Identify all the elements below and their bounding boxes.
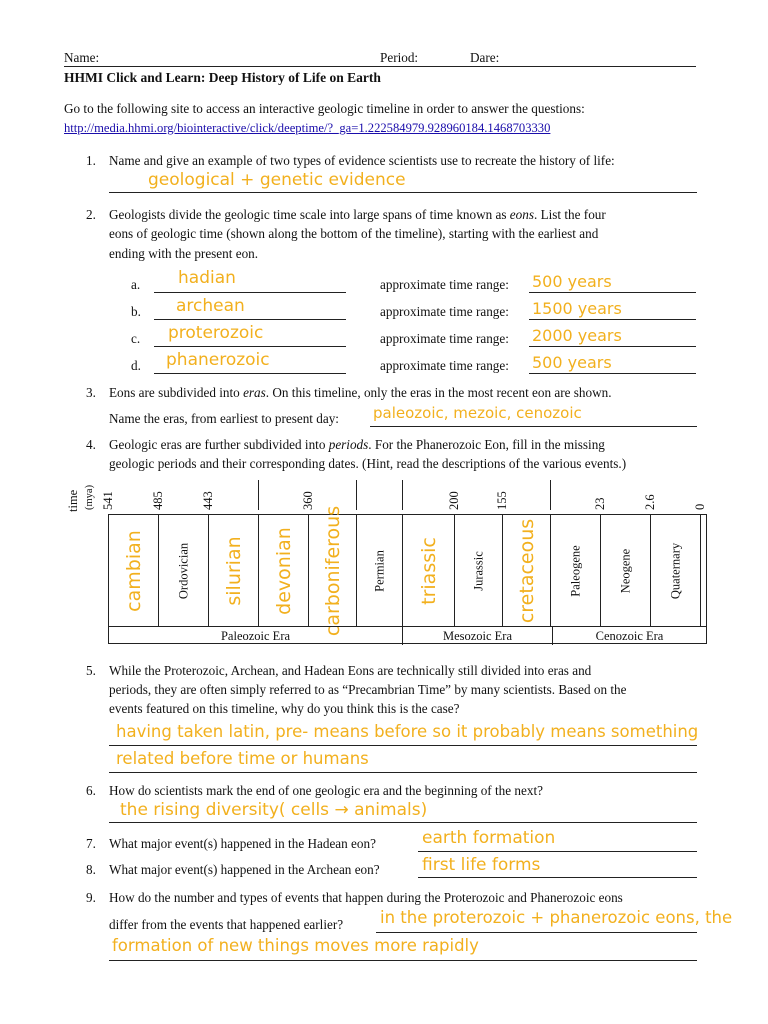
- range-label: approximate time range:: [380, 358, 509, 373]
- q3-answer: paleozoic, mezoic, cenozoic: [373, 404, 582, 422]
- q7-text: What major event(s) happened in the Hadean eon?: [109, 836, 376, 851]
- range-answer: 500 years: [532, 353, 612, 372]
- time-tick-label: 200: [447, 491, 461, 510]
- eon-answer-line: [154, 319, 346, 320]
- q1-answer-line: [109, 192, 697, 193]
- range-answer: 2000 years: [532, 326, 622, 345]
- range-answer-line: [529, 292, 696, 293]
- era-paleozoic: Paleozoic Era: [109, 627, 403, 645]
- time-unit-label: (mya): [84, 484, 95, 510]
- q8-answer-line: [418, 877, 697, 878]
- period-label: silurian: [222, 535, 245, 606]
- q7-number: 7.: [86, 836, 96, 851]
- q2-row-letter: c.: [131, 331, 141, 346]
- period-cell: [455, 515, 503, 626]
- q6-text: How do scientists mark the end of one geologic era and the beginning of the next?: [109, 783, 543, 798]
- q3-line1-start: Eons are subdivided into: [109, 385, 244, 400]
- q4-line1-start: Geologic eras are further subdivided into: [109, 437, 329, 452]
- q2-line1-emphasis: eons: [509, 207, 534, 222]
- q5-answer-2: related before time or humans: [116, 749, 369, 768]
- timeline-link[interactable]: http://media.hhmi.org/biointeractive/click/deeptime/?_ga=1.222584979.928960184.1468703330: [64, 121, 551, 135]
- period-label: Period:: [380, 50, 419, 65]
- eon-answer: hadian: [178, 268, 236, 288]
- period-label: Paleogene: [568, 544, 582, 597]
- period-cell: [403, 515, 455, 626]
- q2-line3: ending with the present eon.: [109, 246, 259, 261]
- eon-answer-line: [154, 346, 346, 347]
- q2-line2: eons of geologic time (shown along the bottom of the timeline), starting with the earliest and: [109, 226, 599, 241]
- q6-answer-line: [109, 822, 697, 823]
- period-label: Neogene: [618, 548, 632, 593]
- date-label: Dare:: [470, 50, 500, 65]
- eon-answer: phanerozoic: [166, 350, 270, 370]
- q3-line1-end: . On this timeline, only the eras in the most recent eon are shown.: [265, 385, 612, 400]
- period-cell: [357, 515, 403, 626]
- range-answer-line: [529, 346, 696, 347]
- q2-line1-end: . List the four: [533, 207, 606, 222]
- era-cenozoic: Cenozoic Era: [595, 629, 664, 643]
- period-label: carboniferous: [321, 505, 344, 636]
- q5-line3: events featured on this timeline, why do you think this is the case?: [109, 701, 460, 716]
- q7-answer-line: [418, 851, 697, 852]
- period-label: cambian: [122, 529, 145, 612]
- time-tick-label: 0: [693, 503, 707, 510]
- header-underline: [64, 66, 696, 67]
- period-cell: [209, 515, 259, 626]
- time-tick-line: [258, 480, 259, 510]
- time-tick-line: [356, 480, 357, 510]
- q4-line1-end: . For the Phanerozoic Eon, fill in the missing: [368, 437, 605, 452]
- q9-number: 9.: [86, 890, 96, 905]
- time-tick-label: 443: [201, 491, 215, 510]
- q5-number: 5.: [86, 663, 96, 678]
- q6-answer: the rising diversity( cells → animals): [120, 800, 428, 820]
- q1-number: 1.: [86, 153, 96, 168]
- q5-answer-line: [109, 772, 697, 773]
- name-label: Name:: [64, 50, 100, 65]
- q2-line1-start: Geologists divide the geologic time scale into large spans of time known as: [109, 207, 510, 222]
- range-answer-line: [529, 319, 696, 320]
- intro-text: Go to the following site to access an interactive geologic timeline in order to answer the questions:: [64, 101, 585, 116]
- period-label: Jurassic: [471, 550, 485, 591]
- q8-number: 8.: [86, 862, 96, 877]
- q3-line1: [109, 385, 612, 401]
- q2-line1: [109, 207, 606, 223]
- period-cell: [601, 515, 651, 626]
- period-label: devonian: [272, 526, 295, 615]
- range-label: approximate time range:: [380, 331, 509, 346]
- time-tick-line: [550, 480, 551, 510]
- q5-answer-line: [109, 745, 697, 746]
- period-cell: [651, 515, 701, 626]
- range-label: approximate time range:: [380, 304, 509, 319]
- time-tick-label: 541: [101, 491, 115, 510]
- period-label: triassic: [417, 536, 440, 605]
- range-answer: 1500 years: [532, 299, 622, 318]
- time-tick-label: 2.6: [643, 494, 657, 510]
- q8-answer: first life forms: [422, 855, 541, 875]
- time-tick-label: 485: [151, 491, 165, 510]
- q3-answer-line: [370, 426, 697, 427]
- period-cell: [503, 515, 551, 626]
- q2-row-letter: a.: [131, 277, 141, 292]
- era-mesozoic: Mesozoic Era: [403, 627, 553, 645]
- q4-line2: geologic periods and their corresponding dates. (Hint, read the descriptions of the various events.): [109, 456, 627, 471]
- period-label: Ordovician: [176, 542, 190, 599]
- q4-line1: [109, 437, 605, 453]
- range-answer-line: [529, 373, 696, 374]
- q9-answer-1: in the proterozoic + phanerozoic eons, the: [380, 908, 733, 927]
- period-cell: [109, 515, 159, 626]
- q6-number: 6.: [86, 783, 96, 798]
- eon-answer-line: [154, 292, 346, 293]
- q5-line1: While the Proterozoic, Archean, and Hadean Eons are technically still divided into eras and: [109, 663, 592, 678]
- q9-line2: differ from the events that happened earlier?: [109, 917, 344, 932]
- period-label: cretaceous: [515, 518, 538, 623]
- q5-line2: periods, they are often simply referred to as “Precambrian Time” by many scientists. Based on the: [109, 682, 627, 697]
- q8-text: What major event(s) happened in the Archean eon?: [109, 862, 380, 877]
- q4-number: 4.: [86, 437, 96, 452]
- q9-answer-line: [109, 960, 697, 961]
- q1-text: Name and give an example of two types of evidence scientists use to recreate the history of life:: [109, 153, 615, 168]
- time-tick-line: [402, 480, 403, 510]
- q2-number: 2.: [86, 207, 96, 222]
- period-label: Permian: [372, 549, 386, 592]
- eon-answer-line: [154, 373, 346, 374]
- q1-answer: geological + genetic evidence: [148, 170, 406, 190]
- q9-answer-line: [376, 932, 697, 933]
- period-cell: [309, 505, 357, 636]
- q9-line1: How do the number and types of events that happen during the Proterozoic and Phanerozoic eons: [109, 890, 623, 905]
- time-axis-label: time: [66, 489, 80, 512]
- time-tick-label: 23: [593, 497, 607, 510]
- period-cell: [259, 515, 309, 626]
- q3-line1-emphasis: eras: [243, 385, 266, 400]
- q2-row-letter: b.: [131, 304, 141, 319]
- eon-answer: proterozoic: [168, 323, 264, 343]
- q4-line1-emphasis: periods: [328, 437, 369, 452]
- worksheet-title: HHMI Click and Learn: Deep History of Life on Earth: [64, 70, 381, 85]
- eon-answer: archean: [176, 296, 245, 316]
- range-label: approximate time range:: [380, 277, 509, 292]
- q3-line2: Name the eras, from earliest to present day:: [109, 411, 339, 426]
- q2-row-letter: d.: [131, 358, 141, 373]
- time-tick-label: 360: [301, 491, 315, 510]
- period-cell: [159, 515, 209, 626]
- period-label: Quaternary: [668, 542, 682, 599]
- q3-number: 3.: [86, 385, 96, 400]
- period-table: [108, 505, 707, 644]
- q7-answer: earth formation: [422, 828, 556, 848]
- era-row: [109, 626, 706, 645]
- q9-answer-2: formation of new things moves more rapidly: [112, 936, 479, 955]
- range-answer: 500 years: [532, 272, 612, 291]
- time-tick-label: 155: [495, 491, 509, 510]
- period-cell: [551, 515, 601, 626]
- q5-answer-1: having taken latin, pre- means before so it probably means something: [116, 722, 699, 741]
